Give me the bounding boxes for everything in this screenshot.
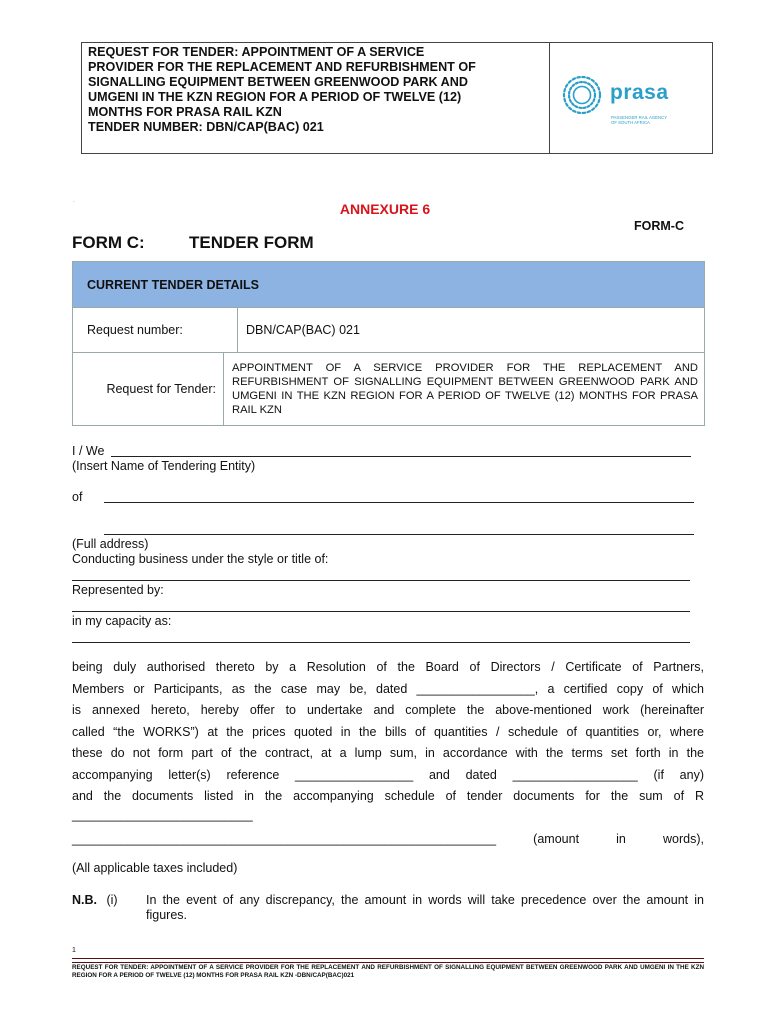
offer-paragraph <box>72 657 704 808</box>
request-number-value: DBN/CAP(BAC) 021 <box>246 323 360 337</box>
table-row <box>73 353 704 425</box>
form-label: FORM C: <box>72 233 145 252</box>
amount-words-line[interactable]: _____________________________________________________________ (amount in words), <box>72 832 704 846</box>
paragraph-line: Members or Participants, as the case may be, dated _________________, a certified copy of which <box>72 681 704 696</box>
prasa-ring-icon <box>560 73 604 117</box>
table-heading: CURRENT TENDER DETAILS <box>73 262 704 308</box>
iwe-label: I / We <box>72 444 105 458</box>
capacity-label: in my capacity as: <box>72 614 172 628</box>
header-title-line: MONTHS FOR PRASA RAIL KZN <box>88 105 282 119</box>
request-for-label: Request for Tender: <box>73 353 224 425</box>
paragraph-line: is annexed hereto, hereby offer to undertake and complete the above-mentioned work (hereinafter <box>72 703 704 717</box>
logo-brand: prasa <box>610 81 669 104</box>
paragraph-line: accompanying letter(s) reference _________________ and dated __________________ (if any) <box>72 767 704 782</box>
document-header <box>81 42 713 154</box>
prasa-logo <box>550 43 712 153</box>
header-title <box>82 43 550 153</box>
form-code: FORM-C <box>634 219 684 233</box>
of-label: of <box>72 490 83 504</box>
address-blank-2[interactable] <box>104 522 694 535</box>
nb-text: In the event of any discrepancy, the amount in words will take precedence over the amount in figures. <box>146 893 704 922</box>
stray-mark: . <box>73 198 75 204</box>
logo-subtitle: PASSENGER RAIL AGENCY OF SOUTH AFRICA <box>611 115 668 125</box>
page-number: 1 <box>72 947 76 954</box>
paragraph-line: and the documents listed in the accompanying schedule of tender documents for the sum of R <box>72 789 704 803</box>
tender-details-table <box>72 261 705 426</box>
tendering-entity-blank[interactable] <box>111 444 691 457</box>
footer-rule <box>72 958 704 963</box>
amount-figures-blank[interactable]: __________________________ <box>72 808 253 822</box>
form-title: TENDER FORM <box>189 233 314 252</box>
footer-text: REQUEST FOR TENDER: APPOINTMENT OF A SERVICE PROVIDER FOR THE REPLACEMENT AND REFURBISHMENT OF SIGNALLING EQUIPMENT BETWEEN GREENWOOD PARK AND UMGENI IN THE KZN REGION FOR A PERIOD OF TWELVE (12) MONTHS FOR PRASA RAIL KZN -DBN/CAP(BAC)021 <box>72 964 704 979</box>
table-row <box>73 308 704 353</box>
conducting-label: Conducting business under the style or title of: <box>72 552 329 566</box>
representative-blank[interactable] <box>72 599 690 612</box>
insert-name-label: (Insert Name of Tendering Entity) <box>72 459 256 473</box>
nb-label-text: N.B. <box>72 893 97 907</box>
header-title-line: PROVIDER FOR THE REPLACEMENT AND REFURBISHMENT OF <box>88 60 476 74</box>
full-address-label: (Full address) <box>72 537 149 551</box>
taxes-note: (All applicable taxes included) <box>72 861 238 875</box>
nb-label <box>72 893 118 907</box>
address-blank-1[interactable] <box>104 490 694 503</box>
business-style-blank[interactable] <box>72 568 690 581</box>
paragraph-line: being duly authorised thereto by a Resolution of the Board of Directors / Certificate of Partners, <box>72 660 704 674</box>
represented-label: Represented by: <box>72 583 164 597</box>
header-title-line: REQUEST FOR TENDER: APPOINTMENT OF A SERVICE <box>88 45 425 59</box>
header-title-line: SIGNALLING EQUIPMENT BETWEEN GREENWOOD PARK AND <box>88 75 468 89</box>
paragraph-line: these do not form part of the contract, at a lump sum, in accordance with the terms set forth in the <box>72 746 704 760</box>
nb-number: (i) <box>106 893 118 907</box>
request-for-value: APPOINTMENT OF A SERVICE PROVIDER FOR THE REPLACEMENT AND REFURBISHMENT OF SIGNALLING EQUIPMENT BETWEEN GREENWOOD PARK AND UMGENI IN THE KZN REGION FOR A PERIOD OF TWELVE (12) MONTHS FOR PRASA RAIL KZN <box>232 362 698 416</box>
paragraph-line: called “the WORKS”) at the prices quoted in the bills of quantities / schedule of quantities or, where <box>72 724 704 739</box>
header-tender-number: TENDER NUMBER: DBN/CAP(BAC) 021 <box>88 120 324 134</box>
annexure-heading: ANNEXURE 6 <box>339 201 431 217</box>
request-number-label: Request number: <box>73 308 238 352</box>
header-title-line: UMGENI IN THE KZN REGION FOR A PERIOD OF TWELVE (12) <box>88 90 462 104</box>
capacity-blank[interactable] <box>72 630 690 643</box>
